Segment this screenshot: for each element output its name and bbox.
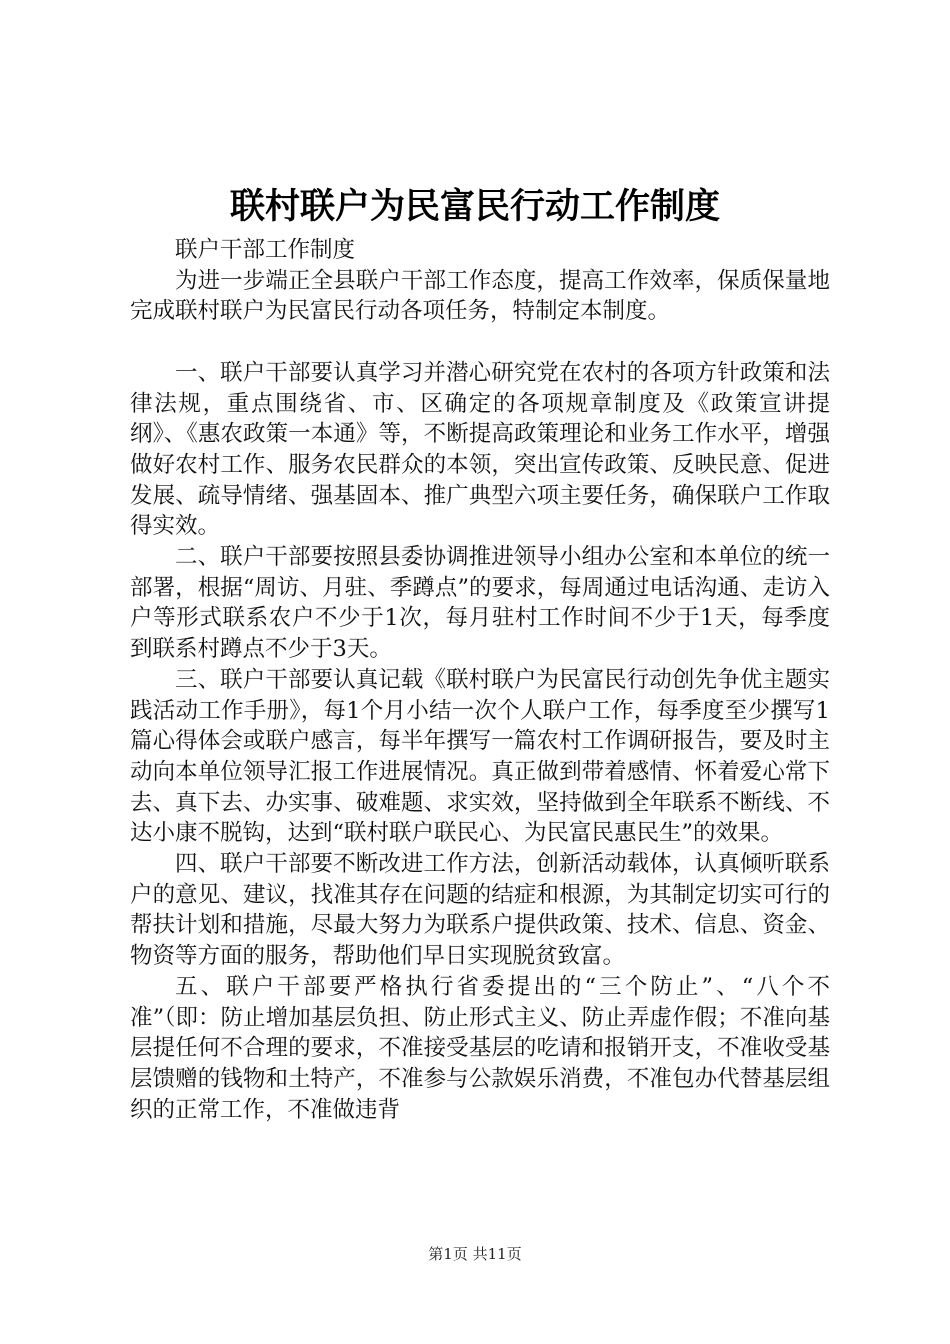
paragraph-item-2: 二、联户干部要按照县委协调推进领导小组办公室和本单位的统一部署，根据“周访、月驻、季蹲点”的要求，每周通过电话沟通、走访入户等形式联系农户不少于1次，每月驻村工作时间不少于1天，每季度到联系村蹲点不少于3天。 — [130, 544, 830, 663]
paragraph-item-1: 一、联户干部要认真学习并潜心研究党在农村的各项方针政策和法律法规，重点围绕省、市、区确定的各项规章制度及《政策宣讲提纲》、《惠农政策一本通》等，不断提高政策理论和业务工作水平，增强做好农村工作、服务农民群众的本领，突出宣传政策、反映民意、促进发展、疏导情绪、强基固本、推广典型六项主要任务，确保联户工作取得实效。 — [130, 359, 830, 540]
paragraph-item-3: 三、联户干部要认真记载《联村联户为民富民行动创先争优主题实践活动工作手册》，每1个月小结一次个人联户工作，每季度至少撰写1篇心得体会或联户感言，每半年撰写一篇农村工作调研报告，要及时主动向本单位领导汇报工作进展情况。真正做到带着感情、怀着爱心常下去、真下去、办实事、破难题、求实效，坚持做到全年联系不断线、不达小康不脱钩，达到“联村联户联民心、为民富民惠民生”的效果。 — [130, 666, 830, 847]
paragraph-item-5: 五、联户干部要严格执行省委提出的“三个防止”、“八个不准”（即：防止增加基层负担、防止形式主义、防止弄虚作假；不准向基层提任何不合理的要求，不准接受基层的吃请和报销开支，不准收受基层馈赠的钱物和土特产，不准参与公款娱乐消费，不准包办代替基层组织的正常工作，不准做违背 — [130, 973, 830, 1123]
paragraph-item-4: 四、联户干部要不断改进工作方法，创新活动载体，认真倾听联系户的意见、建议，找准其存在问题的结症和根源，为其制定切实可行的帮扶计划和措施，尽最大努力为联系户提供政策、技术、信息、资金、物资等方面的服务，帮助他们早日实现脱贫致富。 — [130, 851, 830, 970]
section-heading: 联户干部工作制度 — [175, 237, 356, 263]
document-title: 联村联户为民富民行动工作制度 — [229, 186, 720, 227]
document-body — [130, 235, 830, 1125]
paragraph-intro: 为进一步端正全县联户干部工作态度，提高工作效率，保质保量地完成联村联户为民富民行动各项任务，特制定本制度。 — [130, 267, 830, 325]
page-footer: 第1页 共11页 — [428, 1245, 522, 1263]
